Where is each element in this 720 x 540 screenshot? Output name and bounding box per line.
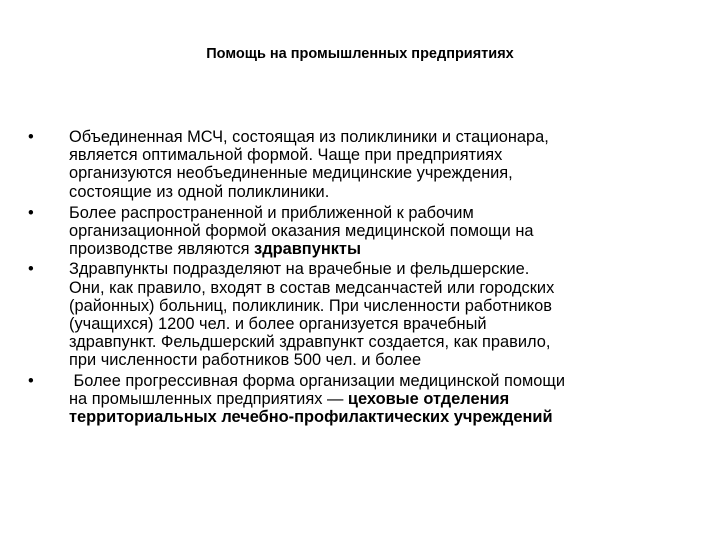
- text-line: организационной формой оказания медицинской помощи на: [69, 222, 534, 241]
- text-line: Более распространенной и приближенной к рабочим: [69, 203, 474, 222]
- list-item-text: [69, 260, 714, 369]
- text-line: (районных) больниц, поликлиник. При численности работников: [69, 296, 552, 315]
- bullet-list: [24, 128, 714, 426]
- list-item: [24, 260, 714, 369]
- text-line: (учащихся) 1200 чел. и более организуется врачебный: [69, 315, 487, 334]
- text-line: является оптимальной формой. Чаще при предприятиях: [69, 146, 503, 165]
- text-line: состоящие из одной поликлиники.: [69, 182, 330, 201]
- text-line: организуются необъединенные медицинские учреждения,: [69, 164, 513, 183]
- text-run: на промышленных предприятиях —: [69, 389, 348, 408]
- text-line: [69, 240, 714, 258]
- list-item: [24, 372, 714, 427]
- emphasis-line: территориальных лечебно-профилактических учреждений: [69, 408, 553, 427]
- emphasis-text: цеховые отделения: [347, 389, 510, 408]
- bullet-icon: •: [28, 203, 34, 222]
- text-line: Здравпункты подразделяют на врачебные и фельдшерские.: [69, 260, 530, 279]
- bullet-icon: •: [28, 260, 34, 279]
- bullet-icon: •: [28, 371, 34, 390]
- emphasis-text: здравпункты: [254, 240, 361, 259]
- text-line: [69, 390, 714, 408]
- text-run: производстве являются: [69, 240, 255, 259]
- list-item: [24, 204, 714, 259]
- text-line: Они, как правило, входят в состав медсанчастей или городских: [69, 278, 555, 297]
- text-line: Более прогрессивная форма организации медицинской помощи: [69, 371, 566, 390]
- text-line: Объединенная МСЧ, состоящая из поликлиники и стационара,: [69, 128, 549, 146]
- list-item-text: [69, 128, 714, 201]
- list-item-text: [69, 372, 714, 427]
- text-line: при численности работников 500 чел. и более: [69, 351, 422, 370]
- list-item-text: [69, 204, 714, 259]
- list-item: [24, 128, 714, 201]
- bullet-icon: •: [28, 128, 34, 146]
- slide-title: Помощь на промышленных предприятиях: [206, 46, 514, 62]
- text-line: здравпункт. Фельдшерский здравпункт создается, как правило,: [69, 333, 551, 352]
